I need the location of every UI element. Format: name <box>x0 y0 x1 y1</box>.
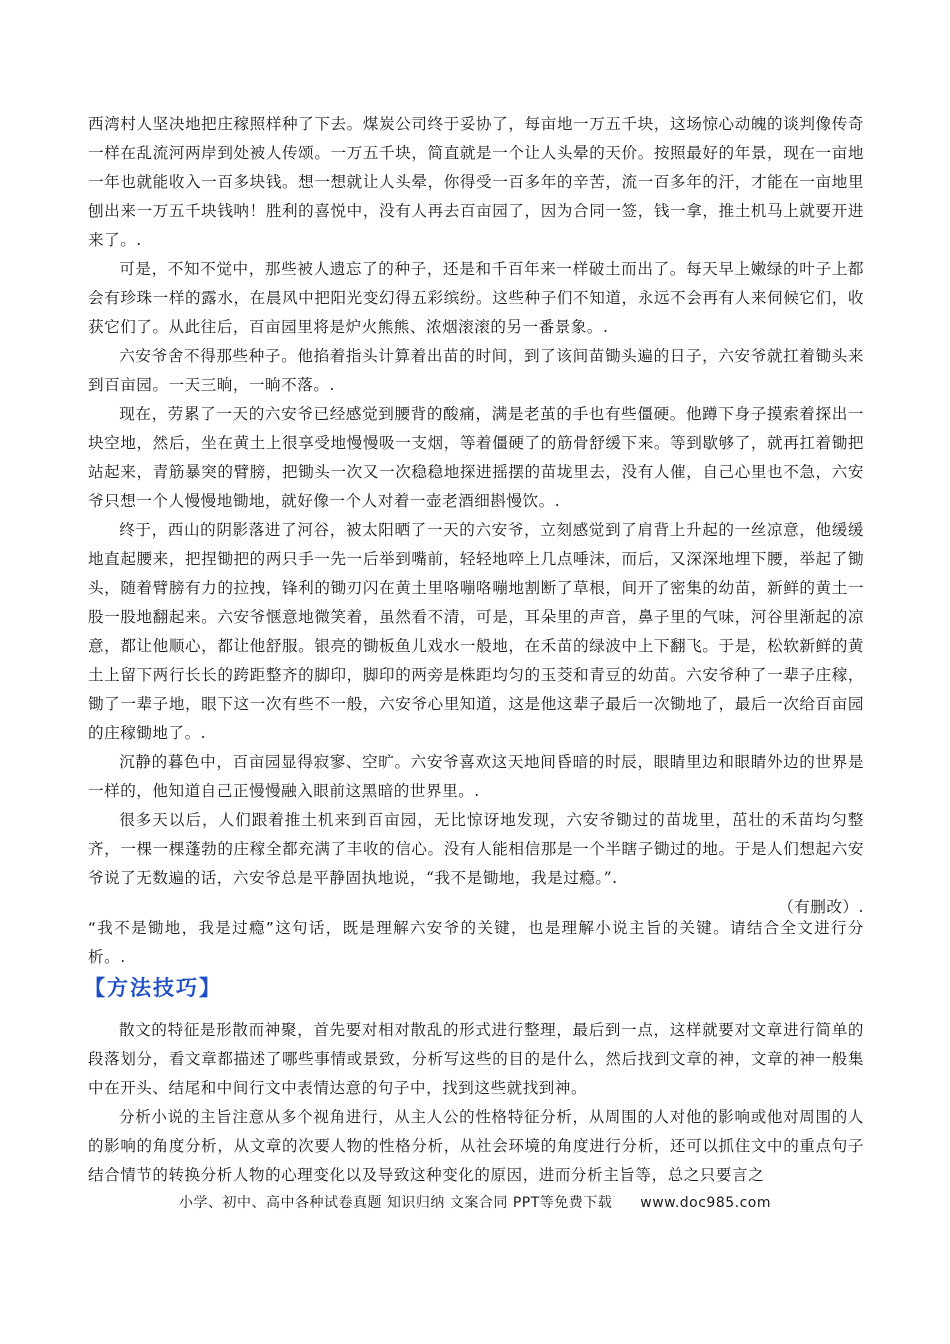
method-section-body <box>88 1016 864 1190</box>
story-text <box>88 110 864 922</box>
story-paragraph-2: 可是，不知不觉中，那些被人遗忘了的种子，还是和千百年来一样破土而出了。每天早上嫩绿的叶子上都会有珍珠一样的露水，在晨风中把阳光变幻得五彩缤纷。这些种子们不知道，永远不会再有人来伺候它们，收获它们了。从此往后，百亩园里将是炉火熊熊、浓烟滚滚的另一番景象。. <box>88 260 864 336</box>
footer-link[interactable]: www.doc985.com <box>640 1195 772 1211</box>
story-paragraph-7: 很多天以后，人们跟着推土机来到百亩园，无比惊讶地发现，六安爷锄过的苗垅里，茁壮的禾苗均匀整齐，一棵一棵蓬勃的庄稼全都充满了丰收的信心。没有人能相信那是一个半瞎子锄过的地。于是人们想起六安爷说了无数遍的话，六安爷总是平静固执地说，“我不是锄地，我是过瘾。”. <box>88 811 864 887</box>
footer-text: 小学、初中、高中各种试卷真题 知识归纳 文案合同 PPT等免费下载 <box>178 1195 613 1211</box>
page-footer <box>0 1192 950 1212</box>
story-paragraph-5: 终于，西山的阴影落进了河谷，被太阳晒了一天的六安爷，立刻感觉到了肩背上升起的一丝凉意，他缓缓地直起腰来，把捏锄把的两只手一先一后举到嘴前，轻轻地啐上几点唾沫，而后，又深深地埋下腰，举起了锄头，随着臂膀有力的拉拽，锋利的锄刃闪在黄土里咯嘣咯嘣地割断了草根，间开了密集的幼苗，新鲜的黄土一股一股地翻起来。六安爷惬意地微笑着，虽然看不清，可是，耳朵里的声音，鼻子里的气味，河谷里渐起的凉意，都让他顺心，都让他舒服。银亮的锄板鱼儿戏水一般地，在禾苗的绿波中上下翻飞。于是，松软新鲜的黄土上留下两行长长的跨距整齐的脚印，脚印的两旁是株距均匀的玉茭和青豆的幼苗。六安爷种了一辈子庄稼，锄了一辈子地，眼下这一次有些不一般，六安爷心里知道，这是他这辈子最后一次锄地了，最后一次给百亩园的庄稼锄地了。. <box>88 521 864 742</box>
method-section-heading: 【方法技巧】 <box>84 976 222 1000</box>
source-note: （有删改）. <box>778 898 864 916</box>
question-text: “我不是锄地，我是过瘾”这句话，既是理解六安爷的关键，也是理解小说主旨的关键。请结合全文进行分析。. <box>88 919 864 966</box>
story-paragraph-1: 西湾村人坚决地把庄稼照样种了下去。煤炭公司终于妥协了，每亩地一万五千块，这场惊心动魄的谈判像传奇一样在乱流河两岸到处被人传颂。一万五千块，简直就是一个让人头晕的天价。按照最好的年景，现在一亩地一年也就能收入一百多块钱。想一想就让人头晕，你得受一百多年的辛苦，流一百多年的汗，才能在一亩地里刨出来一万五千块钱呐！胜利的喜悦中，没有人再去百亩园了，因为合同一签，钱一拿，推土机马上就要开进来了。. <box>88 115 864 249</box>
story-paragraph-6: 沉静的暮色中，百亩园显得寂寥、空旷。六安爷喜欢这天地间昏暗的时辰，眼睛里边和眼睛外边的世界是一样的，他知道自己正慢慢融入眼前这黑暗的世界里。. <box>88 753 864 800</box>
question-block <box>88 914 864 972</box>
method-paragraph-2: 分析小说的主旨注意从多个视角进行，从主人公的性格特征分析，从周围的人对他的影响或他对周围的人的影响的角度分析，从文章的次要人物的性格分析，从社会环境的角度进行分析，还可以抓住文中的重点句子结合情节的转换分析人物的心理变化以及导致这种变化的原因，进而分析主旨等，总之只要言之 <box>88 1108 864 1184</box>
story-paragraph-3: 六安爷舍不得那些种子。他掐着指头计算着出苗的时间，到了该间苗锄头遍的日子，六安爷就扛着锄头来到百亩园。一天三晌，一晌不落。. <box>88 347 864 394</box>
story-paragraph-4: 现在，劳累了一天的六安爷已经感觉到腰背的酸痛，满是老茧的手也有些僵硬。他蹲下身子摸索着探出一块空地，然后，坐在黄土上很享受地慢慢吸一支烟，等着僵硬了的筋骨舒缓下来。等到歇够了，就再扛着锄把站起来，青筋暴突的臂膀，把锄头一次又一次稳稳地探进摇摆的苗垅里去，没有人催，自己心里也不急，六安爷只想一个人慢慢地锄地，就好像一个人对着一壶老酒细斟慢饮。. <box>88 405 864 510</box>
method-paragraph-1: 散文的特征是形散而神聚，首先要对相对散乱的形式进行整理，最后到一点，这样就要对文章进行简单的段落划分，看文章都描述了哪些事情或景致，分析写这些的目的是什么，然后找到文章的神，文章的神一般集中在开头、结尾和中间行文中表情达意的句子中，找到这些就找到神。 <box>88 1021 864 1097</box>
